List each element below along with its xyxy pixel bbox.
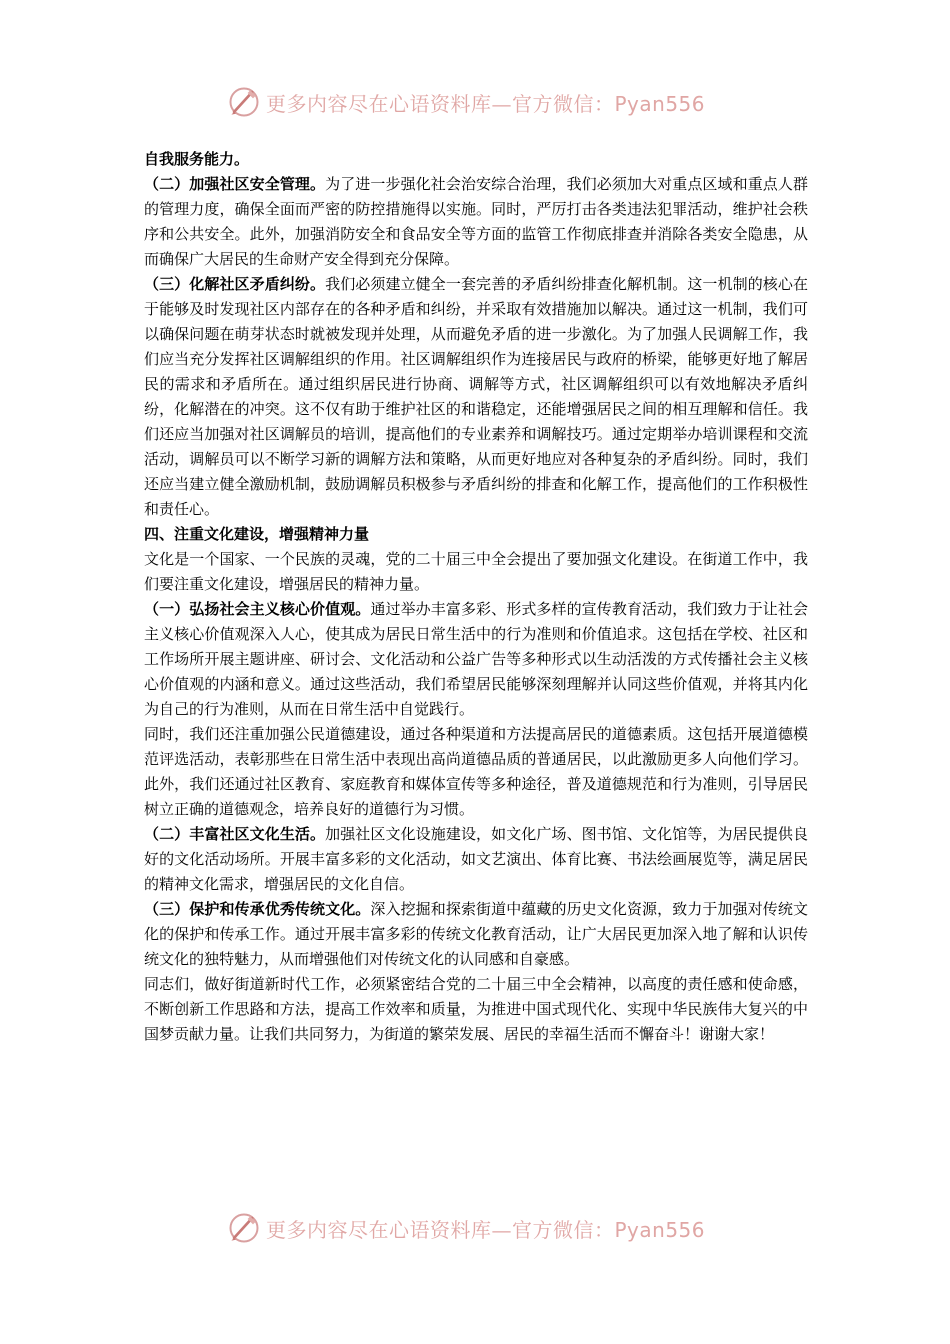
watermark-text: 更多内容尽在心语资料库—官方微信：Pyan556	[266, 1217, 706, 1242]
paragraph-text: 为了进一步强化社会治安综合治理，我们必须加大对重点区域和重点人群的管理力度，确保全面而严密的防控措施得以实施。同时，严厉打击各类违法犯罪活动，维护社会秩序和公共安全。此外，加强消防安全和食品安全等方面的监管工作彻底排查并消除各类安全隐患，从而确保广大居民的生命财产安全得到充分保障。	[144, 175, 808, 268]
paragraph-text: 通过举办丰富多彩、形式多样的宣传教育活动，我们致力于让社会主义核心价值观深入人心，使其成为居民日常生活中的行为准则和价值追求。这包括在学校、社区和工作场所开展主题讲座、研讨会、文化活动和公益广告等多种形式以生动活泼的方式传播社会主义核心价值观的内涵和意义。通过这些活动，我们希望居民能够深刻理解并认同这些价值观，并将其内化为自己的行为准则，从而在日常生活中自觉践行。	[144, 600, 808, 718]
paragraph-text: 深入挖掘和探索街道中蕴藏的历史文化资源，致力于加强对传统文化的保护和传承工作。通过开展丰富多彩的传统文化教育活动，让广大居民更加深入地了解和认识传统文化的独特魅力，从而增强他们对传统文化的认同感和自豪感。	[144, 900, 808, 968]
watermark-text: 更多内容尽在心语资料库—官方微信：Pyan556	[266, 91, 706, 116]
paragraph-text: 四、注重文化建设，增强精神力量	[144, 525, 370, 543]
paragraph-text: 文化是一个国家、一个民族的灵魂，党的二十届三中全会提出了要加强文化建设。在街道工作中，我们要注重文化建设，增强居民的精神力量。	[144, 550, 808, 593]
paragraph	[144, 972, 808, 1047]
paragraph	[144, 272, 808, 522]
paragraph-lead: （一）弘扬社会主义核心价值观。	[144, 600, 371, 618]
pen-logo-icon	[226, 1210, 262, 1246]
paragraph	[144, 822, 808, 897]
document-body	[144, 147, 808, 1047]
paragraph-text: 自我服务能力。	[144, 150, 250, 168]
watermark-header	[226, 82, 705, 122]
paragraph-text: 同志们，做好街道新时代工作，必须紧密结合党的二十届三中全会精神，以高度的责任感和使命感，不断创新工作思路和方法，提高工作效率和质量，为推进中国式现代化、实现中华民族伟大复兴的中国梦贡献力量。让我们共同努力，为街道的繁荣发展、居民的幸福生活而不懈奋斗！谢谢大家！	[144, 975, 808, 1043]
paragraph	[144, 547, 808, 597]
paragraph-text: 同时，我们还注重加强公民道德建设，通过各种渠道和方法提高居民的道德素质。这包括开展道德模范评选活动，表彰那些在日常生活中表现出高尚道德品质的普通居民，以此激励更多人向他们学习。此外，我们还通过社区教育、家庭教育和媒体宣传等多种途径，普及道德规范和行为准则，引导居民树立正确的道德观念，培养良好的道德行为习惯。	[144, 725, 808, 818]
paragraph-lead: （三）化解社区矛盾纠纷。	[144, 275, 326, 293]
paragraph	[144, 722, 808, 822]
paragraph	[144, 597, 808, 722]
pen-logo-icon	[226, 84, 262, 120]
paragraph-lead: （二）加强社区安全管理。	[144, 175, 326, 193]
section-heading	[144, 522, 808, 547]
paragraph-lead: （三）保护和传承优秀传统文化。	[144, 900, 371, 918]
watermark-footer	[226, 1208, 705, 1248]
paragraph-lead: （二）丰富社区文化生活。	[144, 825, 326, 843]
paragraph	[144, 172, 808, 272]
paragraph-text: 我们必须建立健全一套完善的矛盾纠纷排查化解机制。这一机制的核心在于能够及时发现社区内部存在的各种矛盾和纠纷，并采取有效措施加以解决。通过这一机制，我们可以确保问题在萌芽状态时就被发现并处理，从而避免矛盾的进一步激化。为了加强人民调解工作，我们应当充分发挥社区调解组织的作用。社区调解组织作为连接居民与政府的桥梁，能够更好地了解居民的需求和矛盾所在。通过组织居民进行协商、调解等方式，社区调解组织可以有效地解决矛盾纠纷，化解潜在的冲突。这不仅有助于维护社区的和谐稳定，还能增强居民之间的相互理解和信任。我们还应当加强对社区调解员的培训，提高他们的专业素养和调解技巧。通过定期举办培训课程和交流活动，调解员可以不断学习新的调解方法和策略，从而更好地应对各种复杂的矛盾纠纷。同时，我们还应当建立健全激励机制，鼓励调解员积极参与矛盾纠纷的排查和化解工作，提高他们的工作积极性和责任心。	[144, 275, 808, 518]
paragraph	[144, 897, 808, 972]
paragraph-text: 加强社区文化设施建设，如文化广场、图书馆、文化馆等，为居民提供良好的文化活动场所。开展丰富多彩的文化活动，如文艺演出、体育比赛、书法绘画展览等，满足居民的精神文化需求，增强居民的文化自信。	[144, 825, 808, 893]
section-heading	[144, 147, 808, 172]
